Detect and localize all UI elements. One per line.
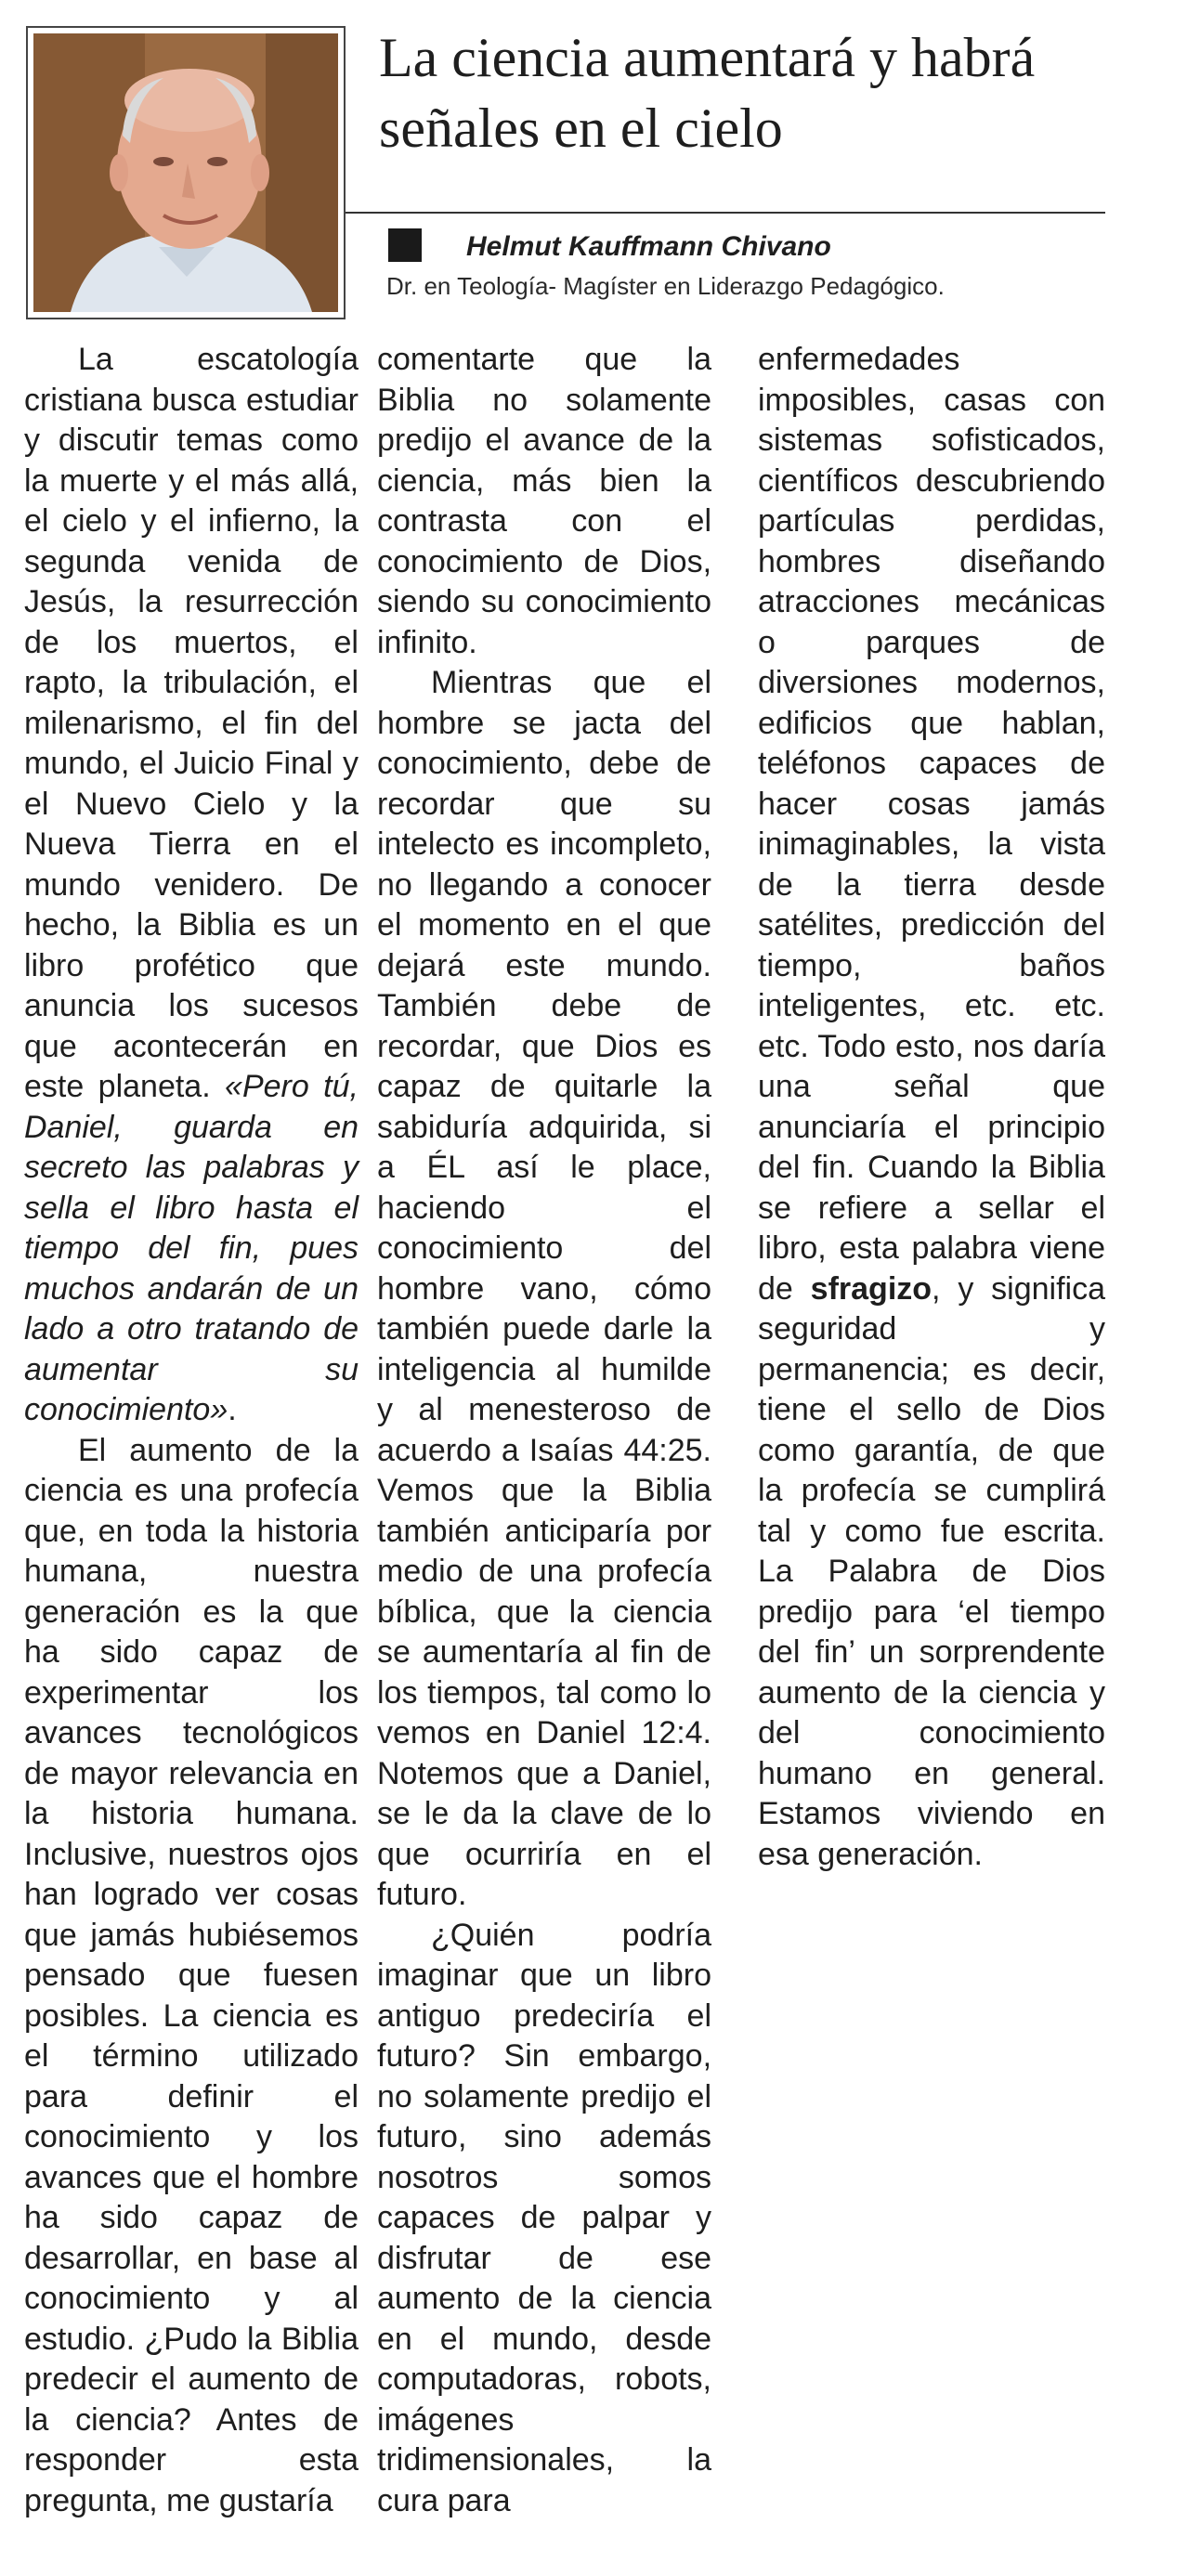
article-column-1 [24,340,359,2521]
article-paragraph: comentarte que la Biblia no solamente predijo el avance de la ciencia, más bien la contrasta con el conocimiento de Dios, siendo su conocimiento infinito. [377,342,712,660]
quote-word: sella [24,1190,89,1226]
quote-word: el [333,1190,359,1226]
quote-word: hasta [235,1190,314,1226]
quote-word: pues [290,1230,359,1266]
quote-word: y [343,1150,359,1185]
quote-word: otro [127,1311,182,1347]
author-name: Helmut Kauffmann Chivano [466,231,831,262]
article-paragraph: Mientras que el hombre se jacta del conocimiento, debe de recordar que su intelecto es incompleto, no llegando a conocer el momento en el que dejará este mundo. También debe de recordar, que Dios es capaz de quitarle la sabiduría adquirida, si a ÉL así le place, haciendo el conocimiento del hombre vano, cómo también puede darle la inteligencia al humilde y al menesteroso de acuerdo a Isaías 44:25. Vemos que la Biblia también anticiparía por medio de una profecía bíblica, que la ciencia se aumentaría al fin de los tiempos, tal como lo vemos en Daniel 12:4. Notemos que a Daniel, se le da la clave de lo que ocurriría en el futuro. [377,665,712,1912]
quote-word: libro [155,1190,215,1226]
quote-word: tratando [194,1311,311,1347]
quote-word: secreto [24,1150,128,1185]
quote-word: aumentar [24,1351,158,1387]
header-divider [346,212,1105,214]
article-paragraph: El aumento de la ciencia es una profecía que, en toda la historia humana, nuestra generación es la que ha sido capaz de experimentar los avances tecnológicos de mayor relevancia en la historia humana. Inclusive, nuestros ojos han logrado ver cosas que jamás hubiésemos pensado que fuesen posibles. La ciencia es el término utilizado para definir el conocimiento y los avances que el hombre ha sido capaz de desarrollar, en base al conocimiento y al estudio. ¿Pudo la Biblia predecir el aumento de la ciencia? Antes de responder esta pregunta, me gustaría [24,1432,359,2518]
author-portrait [33,33,338,312]
quote-word: un [323,1270,359,1307]
article-title: La ciencia aumentará y habrá señales en el cielo [379,27,1036,159]
quote-word: «Pero [225,1069,309,1104]
quote-word: conocimiento» [24,1392,228,1427]
quote-word: a [97,1311,115,1347]
article-paragraph: ¿Quién podría imaginar que un libro antiguo predeciría el futuro? Sin embargo, no solamente predijo el futuro, sino además nosotros somos capaces de palpar y disfrutar de ese aumento de la ciencia en el mundo, desde computadoras, robots, imágenes tridimensionales, la cura para [377,1917,712,2518]
quote-word: andarán [147,1270,264,1307]
article-column-3 [758,340,1105,1875]
quote-word: tiempo [24,1230,120,1266]
quote-word: de [323,1311,359,1347]
article-paragraph: enfermedades imposibles, casas con sistemas sofisticados, científicos descubriendo partículas perdidas, hombres diseñando atracciones mecánicas o parques de diversiones modernos, edificios que hablan, teléfonos capaces de hacer cosas jamás inimaginables, la vista de la tierra desde satélites, predicción del tiempo, baños inteligentes, etc. etc. etc. Todo esto, nos daría una señal que anunciaría el principio del fin. Cuando la Biblia se refiere a sellar el libro, esta palabra viene de sfragizo, y significa seguridad y permanencia; es decir, tiene el sello de Dios como garantía, de que la profecía se cumplirá tal y como fue escrita. La Palabra de Dios predijo para ‘el tiempo del fin’ un sorprendente aumento de la ciencia y del conocimiento humano en general. Estamos viviendo en esa generación. [758,342,1106,1872]
quote-word: guarda [174,1109,272,1145]
quote-word: las [145,1150,187,1185]
term-word: sfragizo [810,1270,933,1307]
author-credentials: Dr. en Teología- Magíster en Liderazgo Pedagógico. [386,272,945,300]
quote-word: palabras [203,1150,325,1185]
quote-word: del [148,1230,190,1266]
quote-word: Daniel, [24,1109,123,1145]
article-paragraph: La escatología cristiana busca estudiar y discutir temas como la muerte y el más allá, el cielo y el infierno, la segunda venida de Jesús, la resurrección de los muertos, el rapto, la tribulación, el milenarismo, el fin del mundo, el Juicio Final y el Nuevo Cielo y la Nueva Tierra en el mundo venidero. De hecho, la Biblia es un libro profético que anuncia los sucesos que acontecerán en este planeta. «Pero tú, Daniel, guarda en secreto las palabras y sella el libro hasta el tiempo del fin, pues muchos andarán de un lado a otro tratando de aumentar su conocimiento». [24,342,359,1427]
quote-word: su [325,1351,359,1387]
quote-word: fin, [218,1230,262,1266]
author-photo-frame [26,26,346,319]
quote-word: muchos [24,1270,136,1307]
quote-word: en [323,1109,359,1145]
author-marker-square [388,228,422,262]
quote-word: de [275,1270,311,1307]
quote-word: el [110,1190,135,1226]
portrait-illustration [33,33,338,312]
quote-word: tú, [323,1069,359,1104]
quote-word: lado [24,1311,85,1347]
article-column-2 [377,340,711,2521]
